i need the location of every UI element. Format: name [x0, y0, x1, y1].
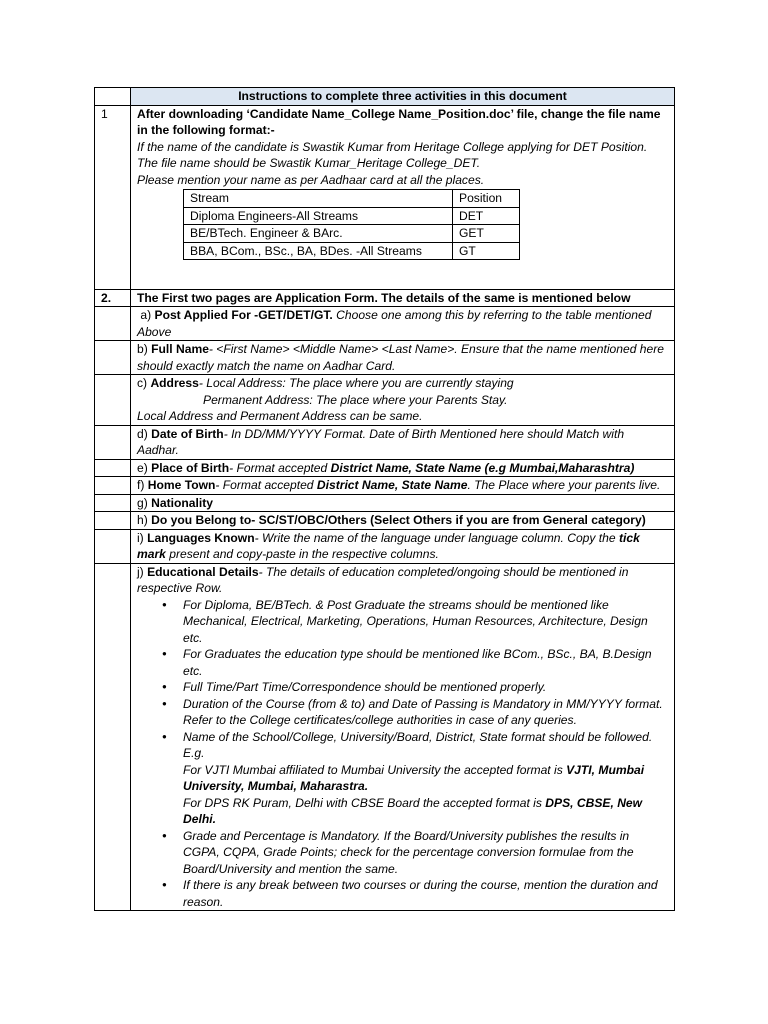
stream-table-header — [184, 190, 520, 208]
item-label: Place of Birth — [151, 460, 230, 475]
item-g — [95, 494, 675, 512]
item-d-content — [131, 425, 675, 459]
item-e-content — [131, 459, 675, 477]
item-i-content — [131, 529, 675, 563]
item-label: Languages Known — [147, 530, 255, 545]
item-a — [95, 307, 675, 341]
item-prefix: a) — [140, 308, 155, 322]
list-item: ● Grade and Percentage is Mandatory. If the Board/University publishes the results in CGPA, CQPA, Grade Points; check for the percentage conversion formulae from the Board/University and mention the same. — [183, 828, 668, 878]
item-label: Date of Birth — [151, 426, 224, 441]
item-bold: -GET/DET/GT. — [250, 308, 333, 322]
item-text: . The Place where your parents live. — [467, 478, 661, 492]
instructions-document — [94, 87, 675, 911]
rename-instruction: After downloading ‘Candidate Name_College Name_Position.doc’ file, change the file name in the following format:- — [137, 106, 661, 137]
item-prefix: h) — [137, 513, 152, 527]
item-prefix: d) — [137, 426, 152, 441]
item-prefix: j) — [137, 564, 148, 579]
item-text: - Write the name of the language under language column. Copy the — [254, 530, 619, 545]
stream-table-row — [184, 207, 520, 225]
item-bold: District Name, State Name — [316, 478, 468, 492]
list-item: ● If there is any break between two courses or during the course, mention the duration and reason. — [183, 877, 668, 910]
item-prefix: e) — [137, 460, 152, 475]
stream-cell: BE/BTech. Engineer & BArc. — [184, 225, 453, 243]
item-text: Choose one among this by referring to the table mentioned Above — [137, 308, 652, 339]
item-c-content — [131, 375, 675, 426]
item-e — [95, 459, 675, 477]
stream-table-row — [184, 225, 520, 243]
header-num-cell — [95, 88, 131, 106]
item-text: Local Address and Permanent Address can be same. — [137, 409, 423, 423]
stream-cell: BBA, BCom., BSc., BA, BDes. -All Streams — [184, 242, 453, 260]
stream-cell: Diploma Engineers-All Streams — [184, 207, 453, 225]
item-label: Home Town — [147, 478, 216, 492]
item-text: Permanent Address: The place where your Parents Stay. — [203, 392, 508, 407]
stream-table-row — [184, 242, 520, 260]
item-label: Nationality — [151, 495, 213, 510]
item-text: present and copy-paste in the respective columns. — [165, 547, 439, 561]
row-2-pre: The First two pages are — [137, 290, 275, 305]
stream-header: Stream — [184, 190, 453, 208]
bullet-bold: DPS, CBSE, New Delhi. — [183, 795, 643, 826]
item-h-content — [131, 512, 675, 530]
list-item — [183, 729, 668, 828]
position-cell: GT — [453, 242, 520, 260]
item-f-content — [131, 477, 675, 495]
item-prefix: f) — [137, 478, 148, 492]
bullet-text: For VJTI Mumbai affiliated to Mumbai University the accepted format is — [183, 762, 567, 777]
item-label: Post Applied For — [154, 308, 251, 322]
position-header: Position — [453, 190, 520, 208]
header-row — [95, 88, 675, 106]
position-cell: DET — [453, 207, 520, 225]
item-bold: tick mark — [137, 530, 640, 561]
instructions-table — [94, 87, 675, 911]
header-title: Instructions to complete three activities in this document — [131, 88, 675, 106]
item-label: Address — [150, 376, 199, 390]
row-2-post: . The details of the same is mentioned below — [374, 290, 631, 305]
bullet-bold: VJTI, Mumbai University, Mumbai, Maharastra. — [183, 762, 645, 793]
item-c — [95, 375, 675, 426]
item-prefix: c) — [137, 376, 151, 390]
stream-position-table — [183, 189, 520, 260]
bullet-text: For DPS RK Puram, Delhi with CBSE Board the accepted format is — [183, 795, 546, 810]
item-b-content — [131, 341, 675, 375]
item-label: Full Name — [151, 342, 209, 356]
item-prefix: b) — [137, 342, 152, 356]
rename-example: If the name of the candidate is Swastik Kumar from Heritage College applying for DET Position. The file name should be Swastik Kumar_Heritage College_DET. — [137, 139, 648, 170]
item-prefix: g) — [137, 495, 152, 510]
row-1-number: 1 — [95, 105, 131, 289]
item-g-content — [131, 494, 675, 512]
item-f — [95, 477, 675, 495]
row-2-bold: Application Form — [275, 290, 375, 305]
item-label: Do you Belong to- SC/ST/OBC/Others (Select Others if you are from General category) — [151, 513, 646, 527]
list-item: ● For Graduates the education type should be mentioned like BCom., BSc., BA, B.Design etc. — [183, 646, 668, 679]
aadhaar-note: Please mention your name as per Aadhaar card at all the places. — [137, 172, 485, 187]
row-2-header — [95, 289, 675, 307]
item-j — [95, 563, 675, 911]
row-1-content — [131, 105, 675, 289]
item-i — [95, 529, 675, 563]
position-cell: GET — [453, 225, 520, 243]
list-item: ● Full Time/Part Time/Correspondence should be mentioned properly. — [183, 679, 668, 696]
list-item: ● Duration of the Course (from & to) and Date of Passing is Mandatory in MM/YYYY format. Refer to the College certificates/college authorities in case of any queries. — [183, 696, 668, 729]
item-text: - Format accepted — [215, 478, 317, 492]
item-text: - Local Address: The place where you are currently staying — [198, 376, 514, 390]
list-item: ● For Diploma, BE/BTech. & Post Graduate the streams should be mentioned like Mechanical, Electrical, Marketing, Operations, Human Resources, Architecture, Design etc. — [183, 597, 668, 647]
bullet-text: Name of the School/College, University/Board, District, State format should be followed. E.g. — [183, 729, 653, 760]
row-2-title — [131, 289, 675, 307]
item-j-content — [131, 563, 675, 911]
item-prefix: i) — [137, 530, 148, 545]
row-2-number: 2. — [95, 289, 131, 307]
item-label: Educational Details — [147, 564, 259, 579]
item-h — [95, 512, 675, 530]
item-a-content — [131, 307, 675, 341]
item-text: - Format accepted — [229, 460, 331, 475]
item-b — [95, 341, 675, 375]
item-bold: District Name, State Name (e.g Mumbai,Maharashtra) — [330, 460, 635, 475]
education-bullets — [137, 597, 668, 911]
item-text: - <First Name> <Middle Name> <Last Name>. Ensure that the name mentioned here should exactly match the name on Aadhar Card. — [137, 342, 665, 373]
item-text: - In DD/MM/YYYY Format. Date of Birth Mentioned here should Match with Aadhar. — [137, 426, 625, 457]
row-1 — [95, 105, 675, 289]
item-d — [95, 425, 675, 459]
item-text: - The details of education completed/ongoing should be mentioned in respective Row. — [137, 564, 629, 595]
